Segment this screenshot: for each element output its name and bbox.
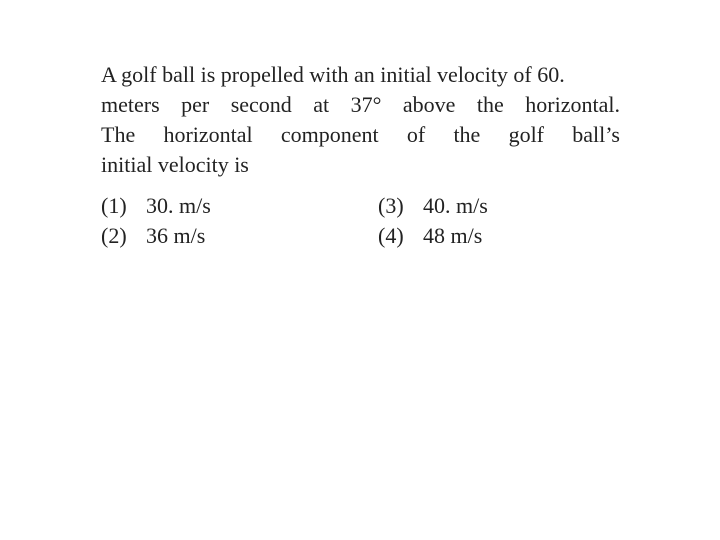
choice-4-number: (4) xyxy=(378,223,404,248)
question-line-1: A golf ball is propelled with an initial velocity of 60. xyxy=(101,62,565,87)
question-line-2: meters per second at 37° above the horizontal. xyxy=(101,92,620,117)
choice-1-text: 30. m/s xyxy=(146,193,211,218)
choice-3[interactable] xyxy=(378,191,488,221)
question-line-3: The horizontal component of the golf ball’s xyxy=(101,122,620,147)
choice-2[interactable] xyxy=(101,221,205,251)
question-line-4: initial velocity is xyxy=(101,152,249,177)
choice-1-number: (1) xyxy=(101,193,127,218)
choice-2-number: (2) xyxy=(101,223,127,248)
question-stem xyxy=(101,60,620,180)
choice-2-text: 36 m/s xyxy=(146,223,206,248)
choice-1[interactable] xyxy=(101,191,211,221)
choice-4[interactable] xyxy=(378,221,482,251)
choice-3-number: (3) xyxy=(378,193,404,218)
choice-3-text: 40. m/s xyxy=(423,193,488,218)
choice-4-text: 48 m/s xyxy=(423,223,483,248)
